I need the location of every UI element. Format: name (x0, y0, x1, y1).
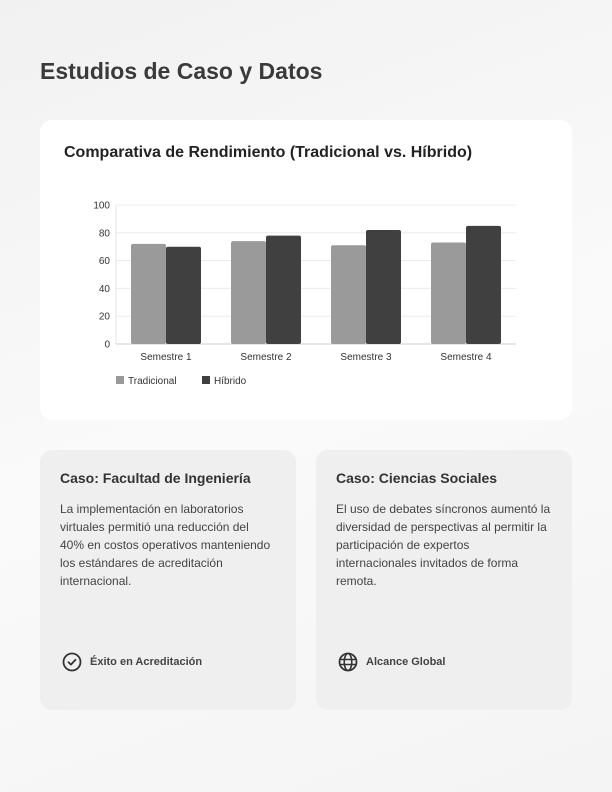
bar-tradicional-4 (431, 243, 466, 344)
y-tick-label: 20 (98, 311, 110, 323)
bar-tradicional-2 (231, 241, 266, 344)
y-tick-label: 60 (98, 256, 110, 268)
bar-híbrido-2 (266, 236, 301, 344)
case-badge (338, 652, 445, 672)
case-badge-label: Alcance Global (366, 656, 446, 668)
case-badge-label: Éxito en Acreditación (90, 656, 203, 668)
page-title: Estudios de Caso y Datos (40, 58, 323, 84)
check-circle-icon (62, 652, 82, 672)
chart-title: Comparativa de Rendimiento (Tradicional vs. Híbrido) (64, 144, 473, 161)
bar-híbrido-1 (166, 247, 201, 344)
y-tick-label: 100 (93, 200, 110, 212)
bar-híbrido-3 (366, 230, 401, 344)
y-tick-label: 0 (104, 339, 110, 351)
case-title: Caso: Facultad de Ingeniería (60, 470, 251, 486)
case-title: Caso: Ciencias Sociales (336, 470, 498, 486)
y-tick-label: 40 (98, 283, 110, 295)
legend-swatch (116, 376, 124, 384)
bar-tradicional-3 (331, 245, 366, 344)
case-card-social-sciences (316, 450, 572, 710)
legend-swatch (202, 376, 210, 384)
case-text: El uso de debates síncronos aumentó la diversidad de perspectivas al permitir la participación de expertos internacionales invitados de forma remota. (336, 502, 551, 588)
bar-chart (40, 120, 572, 420)
bar-tradicional-1 (131, 244, 166, 344)
y-tick-label: 80 (98, 228, 110, 240)
x-tick-label: Semestre 4 (440, 352, 492, 363)
bar-híbrido-4 (466, 226, 501, 344)
x-tick-label: Semestre 3 (340, 352, 392, 363)
x-tick-label: Semestre 2 (240, 352, 292, 363)
chart-card (40, 120, 572, 420)
legend-label: Tradicional (128, 376, 177, 387)
legend-label: Híbrido (214, 376, 247, 387)
case-badge (62, 652, 202, 672)
x-tick-label: Semestre 1 (140, 352, 192, 363)
case-card-engineering (40, 450, 296, 710)
case-text: La implementación en laboratorios virtuales permitió una reducción del 40% en costos operativos manteniendo los estándares de acreditación internacional. (60, 502, 271, 588)
globe-icon (338, 652, 358, 672)
